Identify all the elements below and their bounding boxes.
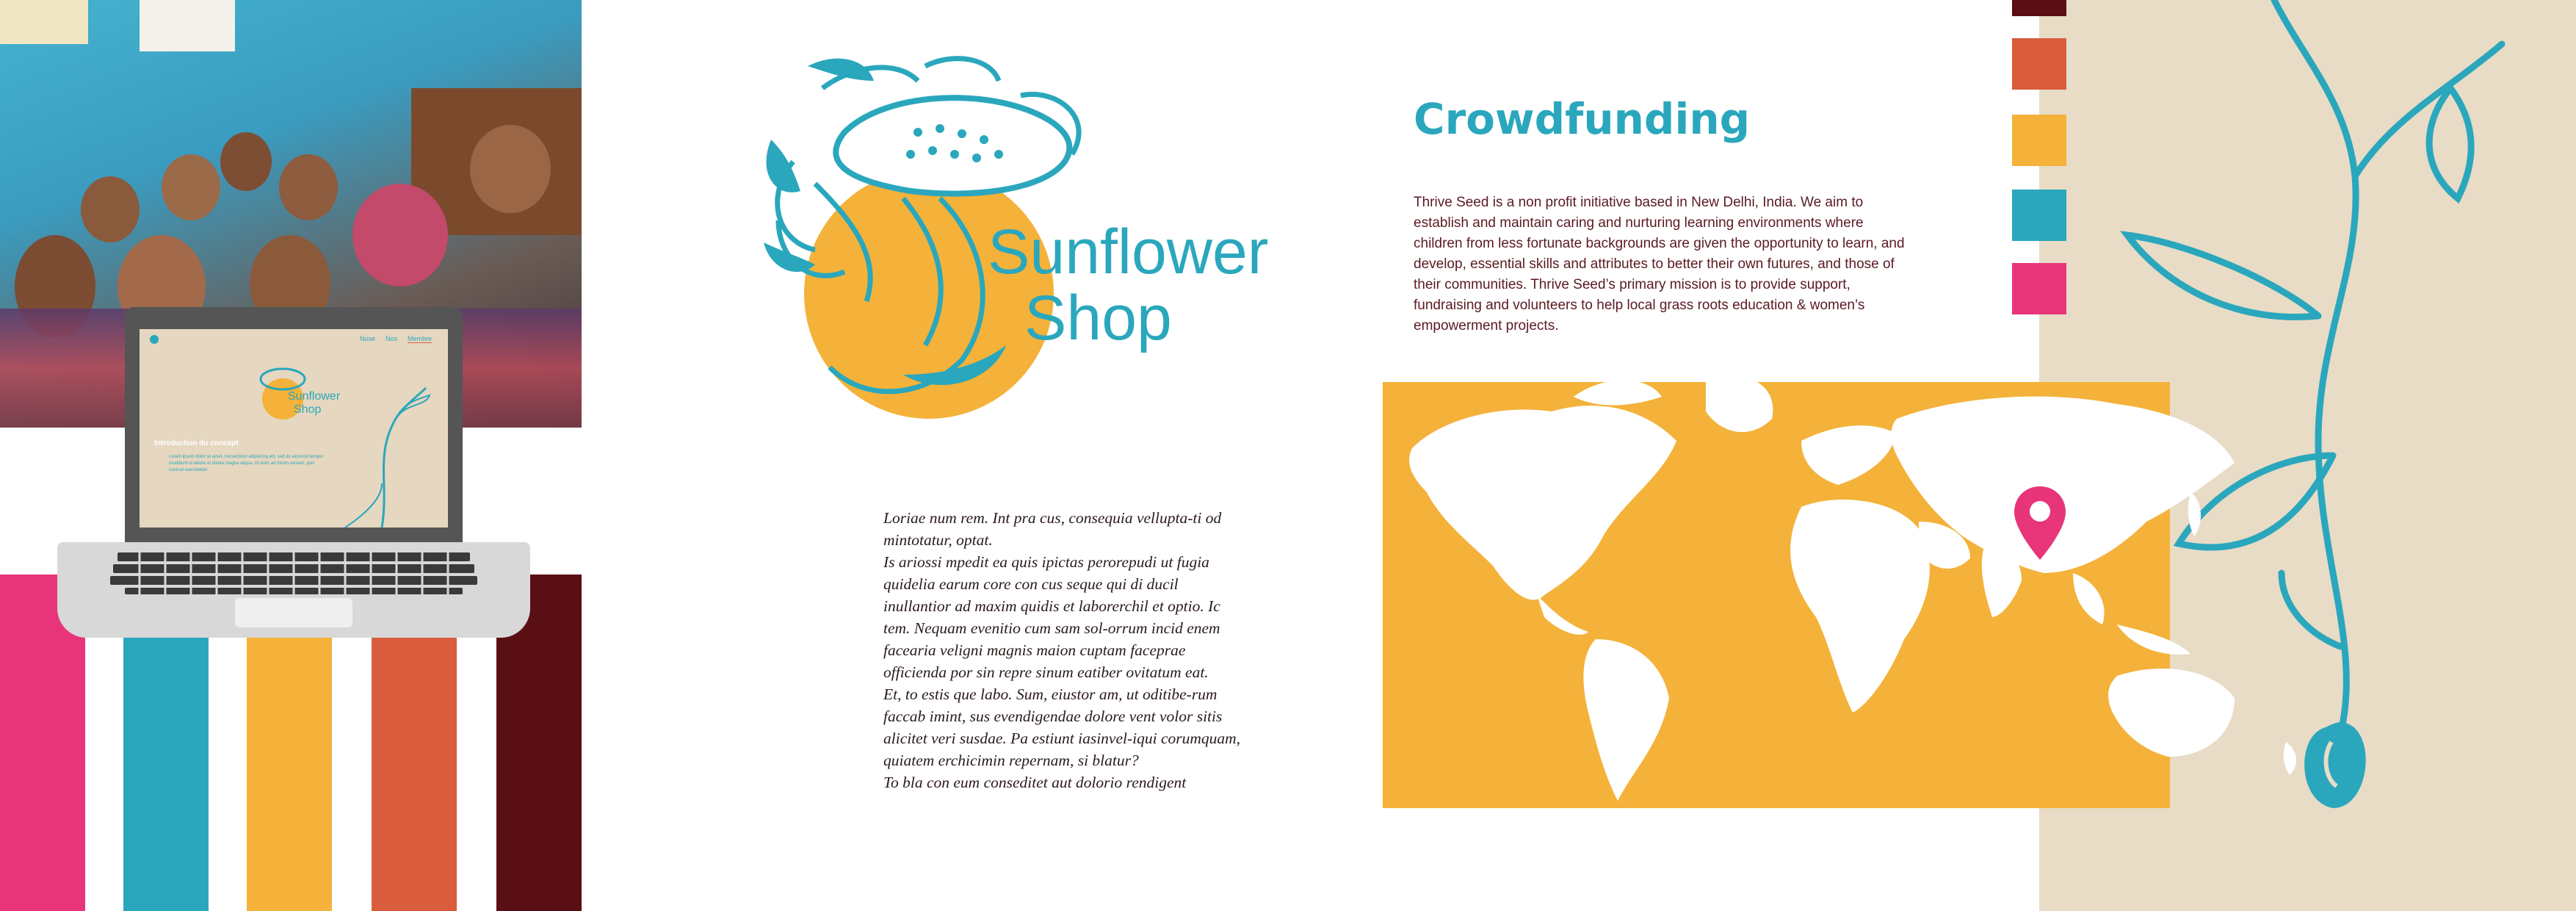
site-nav-item[interactable]: Nos <box>386 335 398 342</box>
svg-text:Sunflower: Sunflower <box>288 390 341 403</box>
body-paragraph: Is ariossi mpedit ea quis ipictas perorepudi ut fugia quidelia earum core con cus seque qui di ducil inullantior ad maxim quidis et laborerchil et optio. Ic tem. Nequam evenitio cum sam sol-orrum incid enem facearia veligni magnis maion cuptam faceprae officienda por sin repre sinum eatiber ovitatum eat. <box>883 553 1220 681</box>
site-heading: Introduction du concept <box>154 439 239 447</box>
site-nav <box>360 335 432 343</box>
body-paragraph: Loriae num rem. Int pra cus, consequia vellupta-ti od mintotatur, optat. <box>883 509 1222 549</box>
swatch-orange <box>2012 38 2066 90</box>
svg-text:Shop: Shop <box>294 403 322 416</box>
site-nav-item[interactable]: Nose <box>360 335 376 342</box>
section-body: Thrive Seed is a non profit initiative based in New Delhi, India. We aim to establish and maintain caring and nurturing learning environments where children from less fortunate backgrounds are given the opportunity to learn, and develop, essential skills and attributes to better their own futures, and those of their communities. Thrive Seed’s primary mission is to provide support, fundraising and volunteers to help local grass roots education & women’s empowerment projects. <box>1414 195 1905 334</box>
site-sunflower-logo <box>250 359 341 425</box>
world-map <box>1383 382 2170 808</box>
sunflower-shop-logo <box>749 51 1278 433</box>
logo-text-sunflower: Sunflower <box>988 217 1269 287</box>
world-map-continents <box>1383 331 2337 801</box>
swatch-pink <box>2012 263 2066 314</box>
swatch-maroon <box>2012 0 2066 16</box>
body-paragraph: Et, to estis que labo. Sum, eiustor am, ut oditibe-rum faccab imint, sus evendigendae dolore vent volor sitis alicitet veri susdae. Pa estiunt iasinvel-iqui corumquam, quiatem erchicimin repernam, si blatur? <box>883 685 1241 769</box>
swatch-yellow <box>2012 115 2066 166</box>
body-paragraph: To bla con eum conseditet aut dolorio rendigent <box>883 774 1187 791</box>
laptop-keyboard <box>110 550 477 594</box>
section-title: Crowdfunding <box>1414 94 1751 144</box>
site-logo-icon <box>150 335 159 344</box>
site-nav-item[interactable]: Membre <box>408 335 433 342</box>
site-body-text: Lorem ipsum dolor sit amet, consectetur adipiscing elit, sed do eiusmod tempor incididunt ut labore et dolore magna aliqua. Ut enim ad minim veniam, quis nostrud exercitation. <box>169 455 324 472</box>
site-sprout-illustration <box>338 373 448 527</box>
map-pin-icon <box>2014 486 2066 560</box>
logo-text-shop: Shop <box>1024 283 1172 353</box>
body-copy <box>883 507 1243 793</box>
laptop-display <box>140 329 448 527</box>
laptop-trackpad <box>235 598 352 627</box>
swatch-teal <box>2012 190 2066 241</box>
